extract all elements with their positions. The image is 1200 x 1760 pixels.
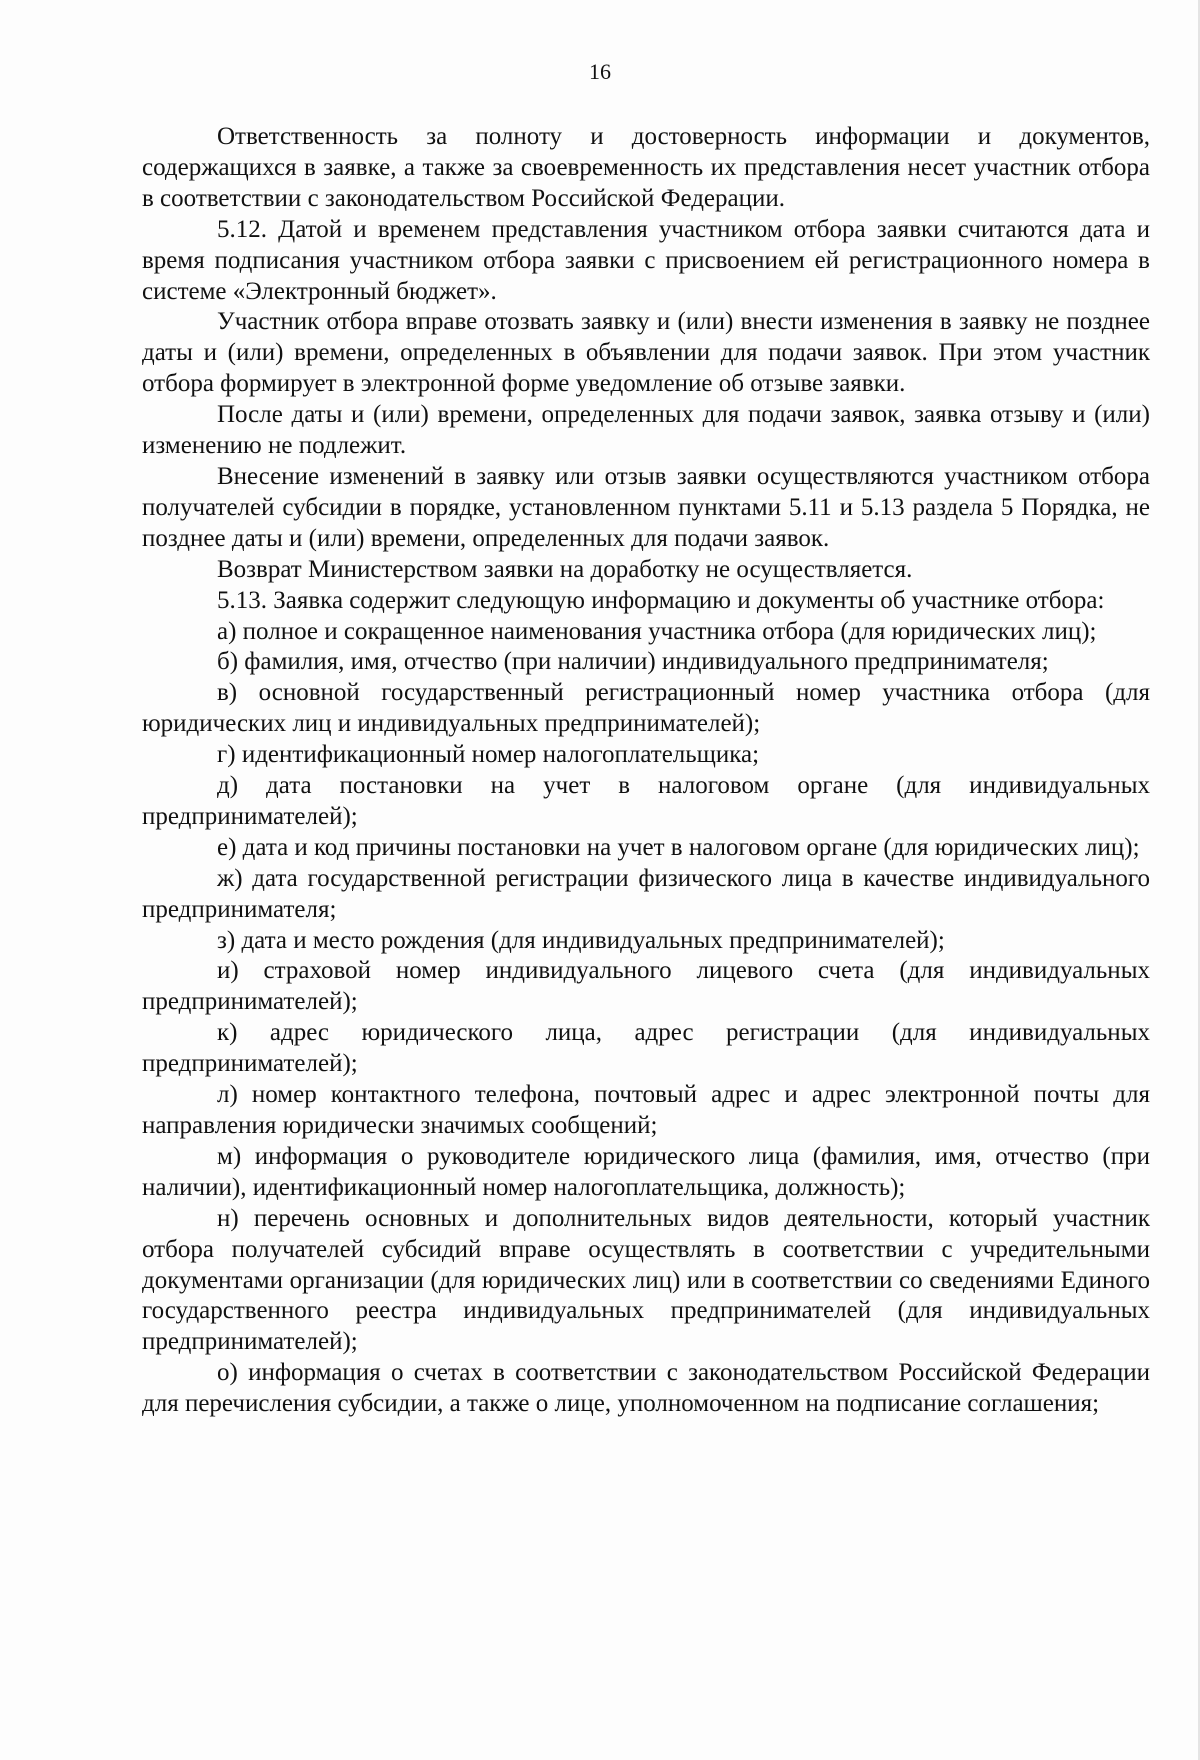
list-item-i: и) страховой номер индивидуального лицевого счета (для индивидуальных предпринимателей); <box>142 957 1150 1016</box>
body-text <box>142 122 1150 1420</box>
page-number: 16 <box>589 59 611 84</box>
paragraph-after-deadline: После даты и (или) времени, определенных для подачи заявок, заявка отзыву и (или) изменению не подлежит. <box>142 401 1150 460</box>
paragraph-responsibility: Ответственность за полноту и достоверность информации и документов, содержащихся в заявке, а также за своевременность их представления несет участник отбора в соответствии с законодательством Российской Федерации. <box>142 123 1150 212</box>
paragraph-withdraw-application: Участник отбора вправе отозвать заявку и (или) внести изменения в заявку не позднее даты и (или) времени, определенных в объявлении для подачи заявок. При этом участник отбора формирует в электронной форме уведомление об отзыве заявки. <box>142 308 1150 398</box>
paragraph-changes: Внесение изменений в заявку или отзыв заявки осуществляются участником отбора получателей субсидии в порядке, установленном пунктами 5.11 и 5.13 раздела 5 Порядка, не позднее даты и (или) времени, определенных для подачи заявок. <box>142 462 1150 552</box>
list-item-zh: ж) дата государственной регистрации физического лица в качестве индивидуального предпринимателя; <box>142 864 1150 923</box>
list-item-g: г) идентификационный номер налогоплательщика; <box>217 741 760 769</box>
paragraph-5-13: 5.13. Заявка содержит следующую информацию и документы об участнике отбора: <box>217 586 1105 614</box>
paragraph-no-return: Возврат Министерством заявки на доработку не осуществляется. <box>217 555 913 583</box>
list-item-b: б) фамилия, имя, отчество (при наличии) индивидуального предпринимателя; <box>217 648 1049 676</box>
list-item-e: е) дата и код причины постановки на учет в налоговом органе (для юридических лиц); <box>217 833 1140 861</box>
list-item-d: д) дата постановки на учет в налоговом органе (для индивидуальных предпринимателей); <box>142 772 1150 830</box>
list-item-z: з) дата и место рождения (для индивидуальных предпринимателей); <box>217 926 945 954</box>
list-item-m: м) информация о руководителе юридического лица (фамилия, имя, отчество (при наличии), идентификационный номер налогоплательщика, должность); <box>142 1142 1150 1201</box>
list-item-v: в) основной государственный регистрационный номер участника отбора (для юридических лиц и индивидуальных предпринимателей); <box>142 679 1150 738</box>
paragraph-5-12: 5.12. Датой и временем представления участником отбора заявки считаются дата и время подписания участником отбора заявки с присвоением ей регистрационного номера в системе «Электронный бюджет». <box>142 215 1150 305</box>
list-item-a: а) полное и сокращенное наименования участника отбора (для юридических лиц); <box>217 617 1097 645</box>
list-item-k: к) адрес юридического лица, адрес регистрации (для индивидуальных предпринимателей); <box>142 1019 1150 1078</box>
list-item-o: о) информация о счетах в соответствии с законодательством Российской Федерации для перечисления субсидии, а также о лице, уполномоченном на подписание соглашения; <box>142 1359 1150 1418</box>
list-item-l: л) номер контактного телефона, почтовый адрес и адрес электронной почты для направления юридически значимых сообщений; <box>142 1081 1150 1139</box>
list-item-n: н) перечень основных и дополнительных видов деятельности, который участник отбора получателей субсидий вправе осуществлять в соответствии с учредительными документами организации (для юридических лиц) или в соответствии со сведениями Единого государственного реестра индивидуальных предпринимателей (для индивидуальных предпринимателей); <box>142 1204 1150 1356</box>
